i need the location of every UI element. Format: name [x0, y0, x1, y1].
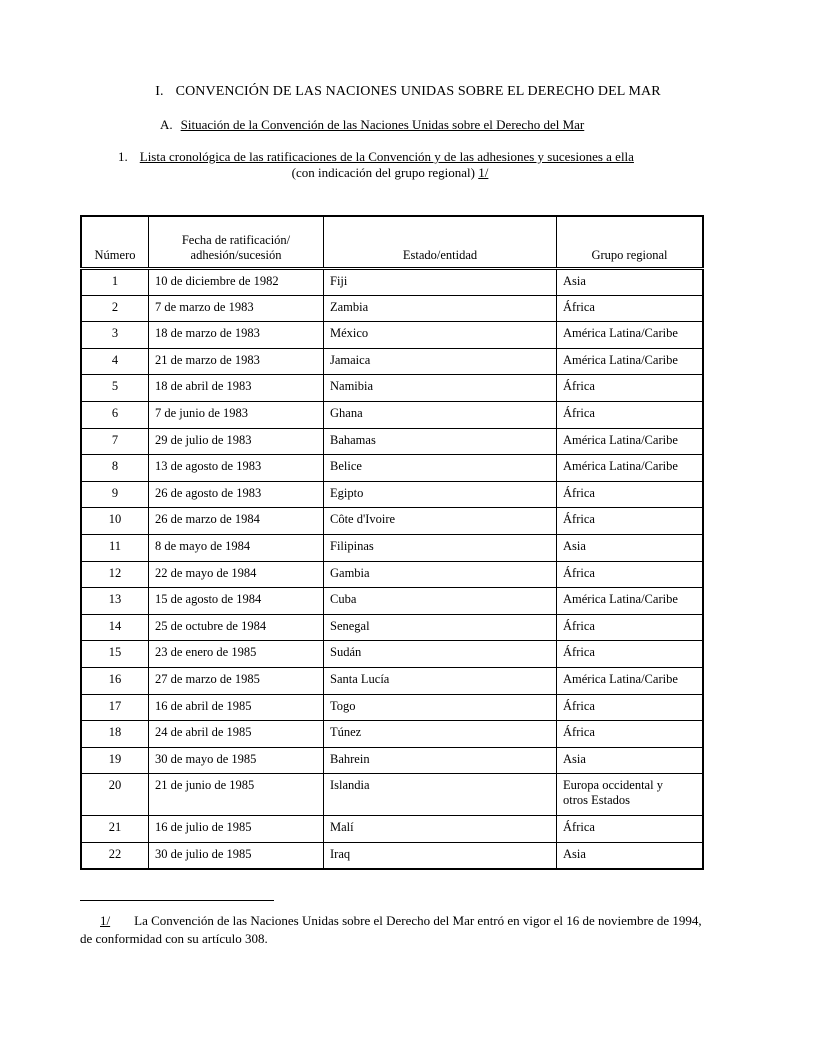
table-row — [81, 401, 703, 428]
cell-date: 24 de abril de 1985 — [149, 721, 324, 748]
cell-state: Bahamas — [324, 428, 557, 455]
cell-group: África — [557, 295, 704, 322]
cell-number: 11 — [81, 534, 149, 561]
table-row — [81, 721, 703, 748]
heading-section-a-text: Situación de la Convención de las Naciones Unidas sobre el Derecho del Mar — [180, 117, 585, 132]
cell-date: 7 de junio de 1983 — [149, 401, 324, 428]
cell-date: 21 de junio de 1985 — [149, 774, 324, 816]
cell-number: 21 — [81, 816, 149, 843]
cell-state: Malí — [324, 816, 557, 843]
cell-date: 22 de mayo de 1984 — [149, 561, 324, 588]
cell-number: 14 — [81, 614, 149, 641]
heading-list-subtitle — [0, 165, 780, 181]
heading-section-a-number: A. — [160, 117, 173, 132]
column-header-date-line2: adhesión/sucesión — [190, 248, 282, 262]
cell-group: África — [557, 694, 704, 721]
table-row — [81, 481, 703, 508]
cell-state: Santa Lucía — [324, 667, 557, 694]
cell-group: América Latina/Caribe — [557, 348, 704, 375]
cell-state: Bahrein — [324, 747, 557, 774]
cell-number: 20 — [81, 774, 149, 816]
footnote-text: La Convención de las Naciones Unidas sobre el Derecho del Mar entró en vigor el 16 de noviembre de 1994, de conformidad con su artículo 308. — [80, 913, 702, 946]
cell-group: América Latina/Caribe — [557, 667, 704, 694]
cell-state: Ghana — [324, 401, 557, 428]
cell-state: Islandia — [324, 774, 557, 816]
cell-group: Asia — [557, 534, 704, 561]
cell-number: 10 — [81, 508, 149, 535]
cell-number: 22 — [81, 842, 149, 869]
cell-state: Cuba — [324, 588, 557, 615]
cell-state: Filipinas — [324, 534, 557, 561]
heading-list — [118, 149, 634, 165]
table-row — [81, 816, 703, 843]
cell-date: 30 de julio de 1985 — [149, 842, 324, 869]
cell-date: 8 de mayo de 1984 — [149, 534, 324, 561]
cell-state: Egipto — [324, 481, 557, 508]
cell-group: África — [557, 401, 704, 428]
cell-number: 16 — [81, 667, 149, 694]
cell-date: 13 de agosto de 1983 — [149, 455, 324, 482]
table-row — [81, 614, 703, 641]
cell-number: 17 — [81, 694, 149, 721]
cell-number: 4 — [81, 348, 149, 375]
table-body — [81, 269, 703, 869]
cell-number: 1 — [81, 269, 149, 296]
cell-group: África — [557, 614, 704, 641]
cell-group: América Latina/Caribe — [557, 588, 704, 615]
table-row — [81, 269, 703, 296]
cell-group: África — [557, 561, 704, 588]
heading-list-number: 1. — [118, 149, 128, 164]
table-row — [81, 534, 703, 561]
cell-number: 19 — [81, 747, 149, 774]
table-row — [81, 375, 703, 402]
heading-main — [0, 84, 816, 100]
cell-date: 18 de marzo de 1983 — [149, 322, 324, 349]
cell-date: 29 de julio de 1983 — [149, 428, 324, 455]
footnote-mark: 1/ — [100, 913, 111, 928]
cell-number: 13 — [81, 588, 149, 615]
heading-main-text: CONVENCIÓN DE LAS NACIONES UNIDAS SOBRE EL DERECHO DEL MAR — [175, 84, 661, 99]
cell-number: 7 — [81, 428, 149, 455]
cell-number: 5 — [81, 375, 149, 402]
table-row — [81, 641, 703, 668]
cell-date: 18 de abril de 1983 — [149, 375, 324, 402]
cell-number: 9 — [81, 481, 149, 508]
cell-date: 26 de agosto de 1983 — [149, 481, 324, 508]
cell-group: América Latina/Caribe — [557, 322, 704, 349]
table-row — [81, 667, 703, 694]
cell-date: 30 de mayo de 1985 — [149, 747, 324, 774]
cell-number: 15 — [81, 641, 149, 668]
cell-date: 15 de agosto de 1984 — [149, 588, 324, 615]
footnote — [80, 912, 710, 948]
ratifications-table — [80, 215, 704, 870]
cell-date: 7 de marzo de 1983 — [149, 295, 324, 322]
cell-group: Asia — [557, 747, 704, 774]
table-row — [81, 348, 703, 375]
table-row — [81, 588, 703, 615]
cell-group: África — [557, 481, 704, 508]
cell-group: África — [557, 816, 704, 843]
cell-number: 8 — [81, 455, 149, 482]
cell-state: Gambia — [324, 561, 557, 588]
cell-date: 26 de marzo de 1984 — [149, 508, 324, 535]
cell-number: 18 — [81, 721, 149, 748]
table-row — [81, 295, 703, 322]
heading-section-a — [160, 117, 584, 133]
cell-group: América Latina/Caribe — [557, 455, 704, 482]
cell-date: 23 de enero de 1985 — [149, 641, 324, 668]
cell-state: Côte d'Ivoire — [324, 508, 557, 535]
cell-number: 2 — [81, 295, 149, 322]
cell-date: 27 de marzo de 1985 — [149, 667, 324, 694]
cell-group: África — [557, 375, 704, 402]
cell-number: 12 — [81, 561, 149, 588]
cell-state: Togo — [324, 694, 557, 721]
cell-state: Fiji — [324, 269, 557, 296]
table-header-row — [81, 216, 703, 269]
cell-group: África — [557, 508, 704, 535]
column-header-group: Grupo regional — [557, 216, 704, 269]
footnote-reference: 1/ — [478, 165, 489, 180]
heading-list-text: Lista cronológica de las ratificaciones de la Convención y de las adhesiones y sucesiones a ella — [139, 149, 634, 164]
cell-group: Asia — [557, 842, 704, 869]
cell-state: Sudán — [324, 641, 557, 668]
cell-group: Asia — [557, 269, 704, 296]
cell-date: 25 de octubre de 1984 — [149, 614, 324, 641]
column-header-state: Estado/entidad — [324, 216, 557, 269]
cell-state: Túnez — [324, 721, 557, 748]
cell-date: 21 de marzo de 1983 — [149, 348, 324, 375]
cell-state: Iraq — [324, 842, 557, 869]
heading-main-number: I. — [155, 84, 164, 99]
cell-date: 16 de abril de 1985 — [149, 694, 324, 721]
column-header-number: Número — [81, 216, 149, 269]
footnote-divider — [80, 900, 274, 901]
table-row — [81, 455, 703, 482]
cell-number: 6 — [81, 401, 149, 428]
cell-state: Namibia — [324, 375, 557, 402]
cell-group: América Latina/Caribe — [557, 428, 704, 455]
cell-group: África — [557, 721, 704, 748]
cell-state: México — [324, 322, 557, 349]
table-row — [81, 428, 703, 455]
table-row — [81, 694, 703, 721]
cell-group: Europa occidental y otros Estados — [557, 774, 704, 816]
cell-number: 3 — [81, 322, 149, 349]
heading-list-subtitle-text: (con indicación del grupo regional) — [291, 165, 475, 180]
cell-state: Senegal — [324, 614, 557, 641]
cell-date: 10 de diciembre de 1982 — [149, 269, 324, 296]
cell-group: África — [557, 641, 704, 668]
cell-state: Jamaica — [324, 348, 557, 375]
column-header-date-line1: Fecha de ratificación/ — [181, 233, 291, 247]
table-row — [81, 322, 703, 349]
cell-state: Zambia — [324, 295, 557, 322]
table-row — [81, 774, 703, 816]
table-row — [81, 842, 703, 869]
table-row — [81, 747, 703, 774]
cell-state: Belice — [324, 455, 557, 482]
column-header-date — [149, 216, 324, 269]
cell-date: 16 de julio de 1985 — [149, 816, 324, 843]
table-row — [81, 561, 703, 588]
table-row — [81, 508, 703, 535]
